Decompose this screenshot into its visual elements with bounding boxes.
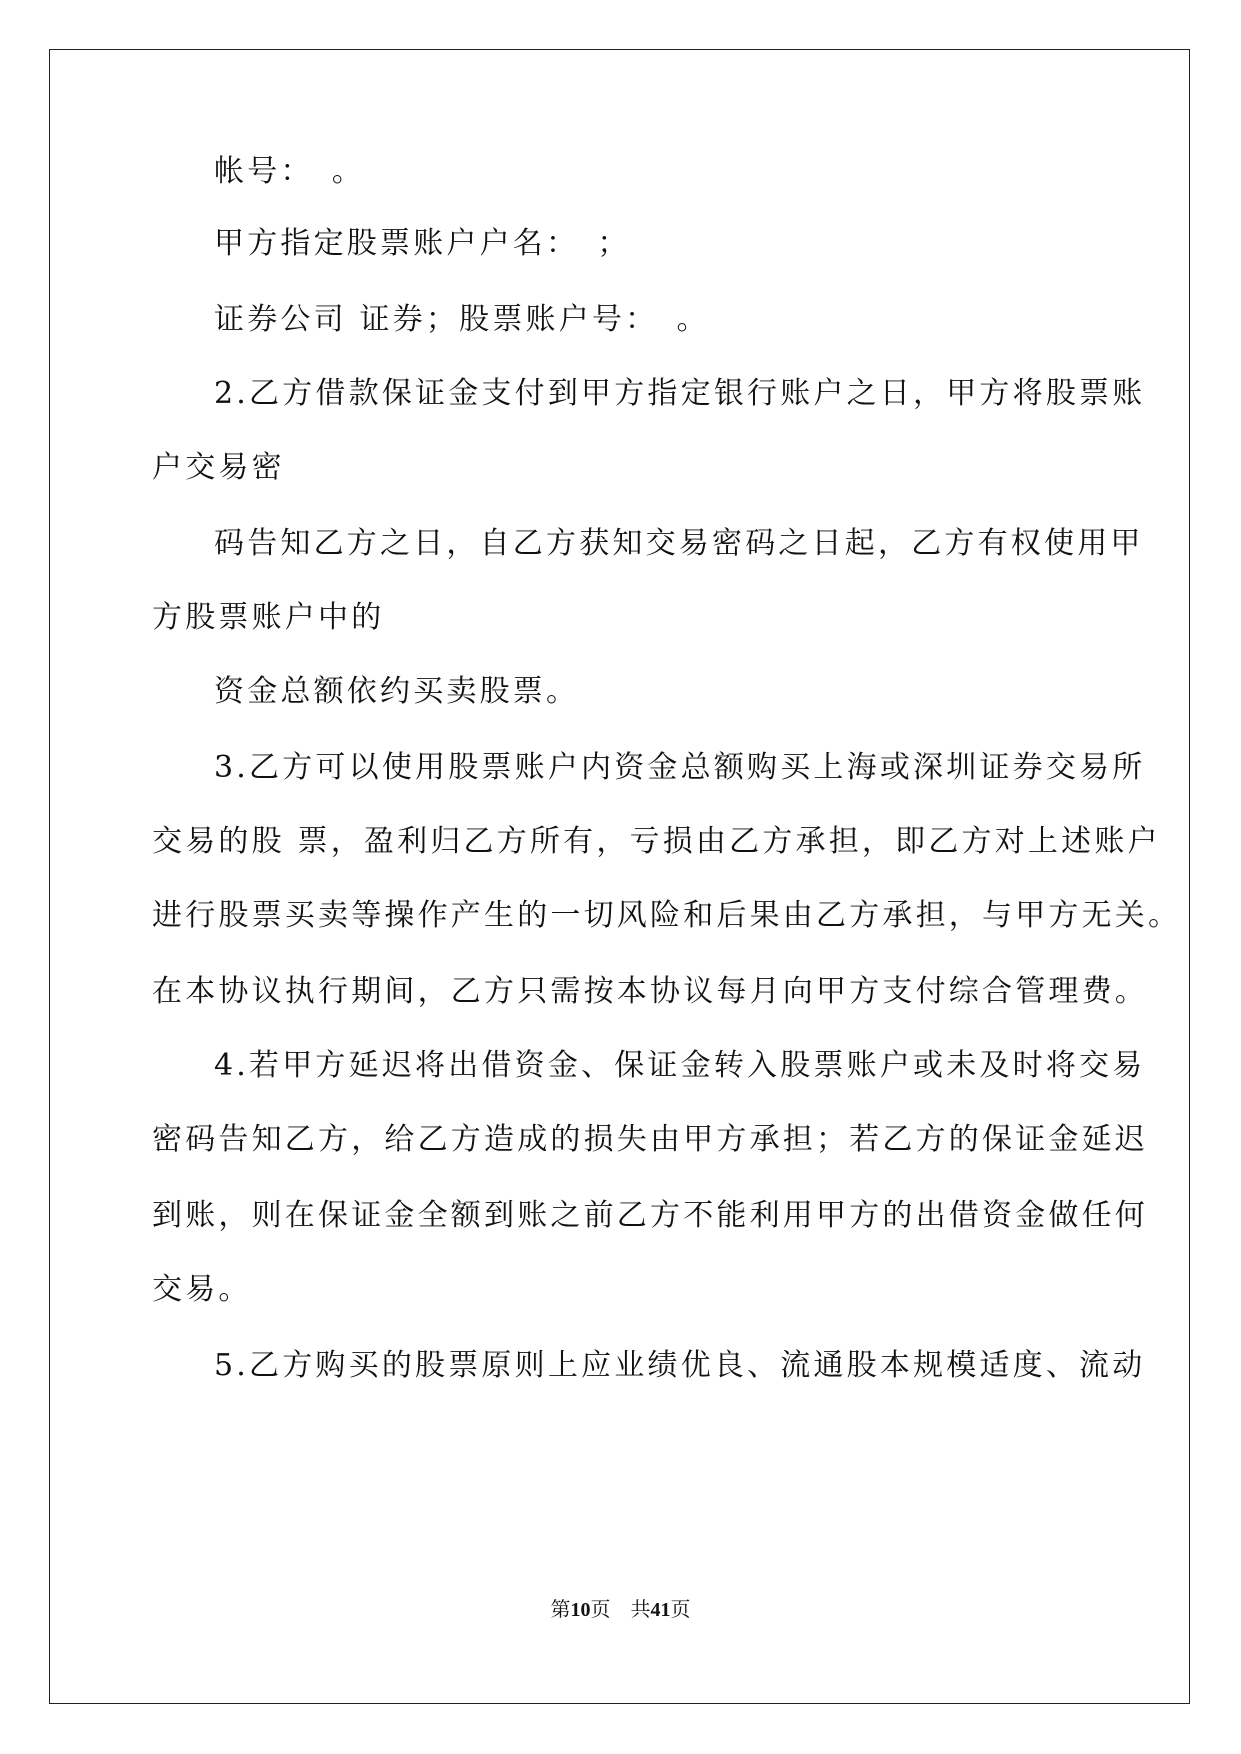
text-line: 4.若甲方延迟将出借资金、保证金转入股票账户或未及时将交易 xyxy=(214,1048,1146,1083)
text-line: 进行股票买卖等操作产生的一切风险和后果由乙方承担，与甲方无关。 xyxy=(152,898,1182,933)
text-line: 户交易密 xyxy=(152,450,285,485)
text-line: 码告知乙方之日，自乙方获知交易密码之日起，乙方有权使用甲 xyxy=(214,526,1144,561)
text-line: 5.乙方购买的股票原则上应业绩优良、流通股本规模适度、流动 xyxy=(214,1348,1146,1383)
text-line: 密码告知乙方，给乙方造成的损失由甲方承担；若乙方的保证金延迟 xyxy=(152,1122,1148,1157)
footer-prefix: 第 xyxy=(550,1599,571,1621)
text-line: 到账，则在保证金全额到账之前乙方不能利用甲方的出借资金做任何 xyxy=(152,1198,1148,1233)
text-line: 交易。 xyxy=(152,1272,252,1307)
page-border xyxy=(49,49,1190,1704)
page-footer xyxy=(0,1596,1241,1624)
text-line: 3.乙方可以使用股票账户内资金总额购买上海或深圳证券交易所 xyxy=(214,750,1146,785)
text-line: 证券公司 证券；股票账户号： 。 xyxy=(214,302,710,337)
current-page-number: 10 xyxy=(570,1599,591,1621)
text-line: 交易的股 票，盈利归乙方所有，亏损由乙方承担，即乙方对上述账户 xyxy=(152,824,1161,859)
footer-middle: 页 共 xyxy=(590,1599,651,1621)
text-line: 甲方指定股票账户户名： ； xyxy=(214,226,631,261)
text-line: 方股票账户中的 xyxy=(152,600,385,635)
text-line: 资金总额依约买卖股票。 xyxy=(214,674,580,709)
text-line: 在本协议执行期间，乙方只需按本协议每月向甲方支付综合管理费。 xyxy=(152,974,1148,1009)
text-line: 帐号： 。 xyxy=(214,154,365,189)
text-line: 2.乙方借款保证金支付到甲方指定银行账户之日，甲方将股票账 xyxy=(214,376,1146,411)
footer-suffix: 页 xyxy=(670,1599,691,1621)
total-page-count: 41 xyxy=(650,1599,671,1621)
